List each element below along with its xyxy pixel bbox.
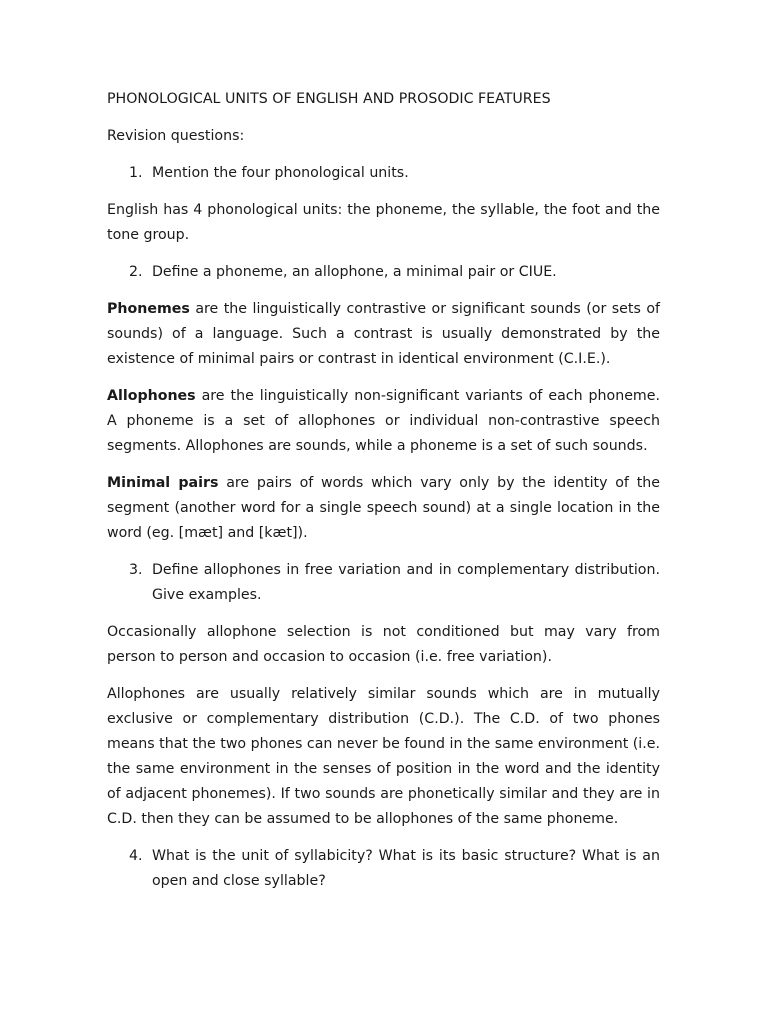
question-number: 4. [129,848,143,864]
question-number: 2. [129,264,143,280]
answer-3-free-variation: Occasionally allophone selection is not conditioned but may vary from person to person and occasion to occasion (i.e. free variation). [107,624,660,665]
answer-3-complementary-distribution: Allophones are usually relatively similar sounds which are in mutually exclusive or complementary distribution (C.D.). The C.D. of two phones means that the two phones can never be found in the same environment (i.e. the same environment in the senses of position in the word and the identity of adjacent phonemes). If two sounds are phonetically similar and they are in C.D. then they can be assumed to be allophones of the same phoneme. [107,686,660,827]
section-label: Revision questions: [107,128,245,144]
question-text: Define allophones in free variation and in complementary distribution. Give examples. [152,562,660,603]
question-3 [107,558,660,608]
term-allophones: Allophones [107,388,196,404]
question-1 [107,161,660,186]
allophones-definition [107,384,660,459]
question-2 [107,260,660,285]
phonemes-definition [107,297,660,372]
document-title: PHONOLOGICAL UNITS OF ENGLISH AND PROSODIC FEATURES [107,91,551,107]
question-number: 1. [129,165,143,181]
definition-text: are pairs of words which vary only by the identity of the segment (another word for a single speech sound) at a single location in the word (eg. [mæt] and [kæt]). [107,475,660,541]
question-text: What is the unit of syllabicity? What is its basic structure? What is an open and close syllable? [152,848,660,889]
minimal-pairs-definition [107,471,660,546]
term-phonemes: Phonemes [107,301,190,317]
term-minimal-pairs: Minimal pairs [107,475,219,491]
question-number: 3. [129,562,143,578]
definition-text: are the linguistically non-significant variants of each phoneme. A phoneme is a set of allophones or individual non-contrastive speech segments. Allophones are sounds, while a phoneme is a set of such sounds. [107,388,660,454]
question-4 [107,844,660,894]
answer-1: English has 4 phonological units: the phoneme, the syllable, the foot and the tone group. [107,202,660,243]
question-text: Define a phoneme, an allophone, a minimal pair or CIUE. [152,264,557,280]
document-page [107,87,660,906]
definition-text: are the linguistically contrastive or significant sounds (or sets of sounds) of a language. Such a contrast is usually demonstrated by the existence of minimal pairs or contrast in identical environment (C.I.E.). [107,301,660,367]
question-text: Mention the four phonological units. [152,165,409,181]
